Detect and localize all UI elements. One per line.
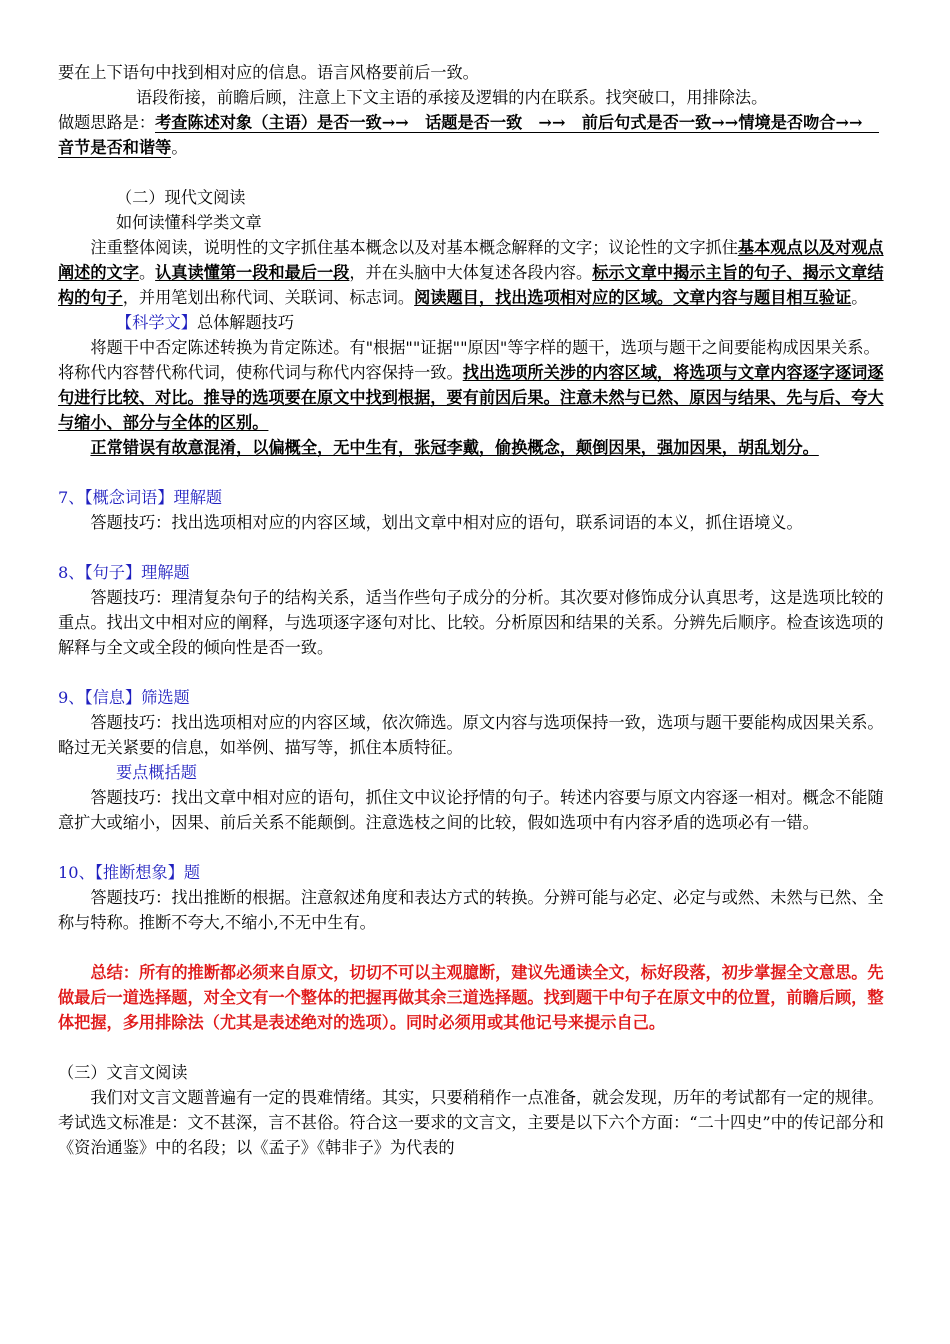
approach-steps: 考查陈述对象（主语）是否一致→→ 话题是否一致 →→ 前后句式是否一致→→情境是否吻合→→ 音节是否和谐等 [58, 113, 879, 157]
item-8-heading: 8、【句子】理解题 [58, 563, 190, 582]
science-plain: 将题干中否定陈述转换为肯定陈述。有"根据""证据""原因"等字样的题干，选项与题干之间要能构成因果关系。将称代内容替代称代词，使称代词与称代内容保持一致。 [58, 338, 880, 382]
item-9-body: 答题技巧：找出选项相对应的内容区域，依次筛选。原文内容与选项保持一致，选项与题干要能构成因果关系。略过无关紧要的信息，如举例、描写等，抓住本质特征。 [58, 713, 884, 757]
document-page [58, 60, 884, 1160]
intro-emphasis: 阅读题目，找出选项相对应的区域。文章内容与题目相互验证 [414, 288, 852, 307]
intro-emphasis: 基本观点以及对观点阐述的文字 [58, 238, 884, 282]
science-bold: 找出选项所关涉的内容区域，将选项与文章内容逐字逐词逐句进行比较、对比。推导的选项要在原文中找到根据，要有前因后果。注意未然与已然、原因与结果、先与后、夸大与缩小、部分与全体的区别。 [58, 363, 884, 432]
item-10-heading: 10、【推断想象】题 [58, 863, 201, 882]
item-9-heading: 9、【信息】筛选题 [58, 688, 190, 707]
item-8-body: 答题技巧：理清复杂句子的结构关系，适当作些句子成分的分析。其次要对修饰成分认真思考，这是选项比较的重点。找出文中相对应的阐释，与选项逐字逐句对比、比较。分析原因和结果的关系。分辨先后顺序。检查该选项的解释与全文或全段的倾向性是否一致。 [58, 588, 884, 657]
summary-points-title: 要点概括题 [116, 763, 197, 782]
item-7-body: 答题技巧：找出选项相对应的内容区域，划出文章中相对应的语句，联系词语的本义，抓住语境义。 [90, 513, 803, 532]
summary-points-body: 答题技巧：找出文章中相对应的语句，抓住文中议论抒情的句子。转述内容要与原文内容逐一相对。概念不能随意扩大或缩小，因果、前后关系不能颠倒。注意选枝之间的比较，假如选项中有内容矛盾的选项必有一错。 [58, 788, 884, 832]
intro-text: ，并用笔划出称代词、关联词、标志词。 [122, 288, 415, 307]
conclusion-paragraph: 总结：所有的推断都必须来自原文，切切不可以主观臆断，建议先通读全文，标好段落，初步掌握全文意思。先做最后一道选择题，对全文有一个整体的把握再做其余三道选择题。找到题干中句子在原文中的位置，前瞻后顾，整体把握，多用排除法（尤其是表述绝对的选项）。同时必须用或其他记号来提示自己。 [58, 963, 884, 1032]
intro-emphasis: 标示文章中揭示主旨的句子、揭示文章结构的句子 [58, 263, 884, 307]
paragraph-style-consistency: 要在上下语句中找到相对应的信息。语言风格要前后一致。 [58, 63, 479, 82]
item-7-heading: 7、【概念词语】理解题 [58, 488, 223, 507]
intro-text: ，并在头脑中大体复述各段内容。 [349, 263, 593, 282]
approach-end: 。 [171, 138, 188, 157]
approach-lead: 做题思路是： [58, 113, 156, 132]
science-heading [58, 310, 884, 335]
intro-text: 。 [138, 263, 156, 282]
paragraph-classical-chinese: 我们对文言文题普遍有一定的畏难情绪。其实，只要稍稍作一点准备，就会发现，历年的考试都有一定的规律。考试选文标准是：文不甚深，言不甚俗。符合这一要求的文言文，主要是以下六个方面：“二十四史”中的传记部分和《资治通鉴》中的名段；以《孟子》《韩非子》为代表的 [58, 1088, 884, 1157]
section-classical-chinese-title: （三）文言文阅读 [58, 1063, 188, 1082]
section-science-subtitle: 如何读懂科学类文章 [116, 213, 262, 232]
item-10-body: 答题技巧：找出推断的根据。注意叙述角度和表达方式的转换。分辨可能与必定、必定与或然、未然与已然、全称与特称。推断不夸大,不缩小,不无中生有。 [58, 888, 884, 932]
paragraph-science-techniques [58, 335, 884, 435]
section-modern-reading-title: （二）现代文阅读 [116, 188, 246, 207]
paragraph-approach [58, 110, 884, 160]
paragraph-common-errors: 正常错误有故意混淆，以偏概全，无中生有，张冠李戴，偷换概念，颠倒因果，强加因果，胡乱划分。 [90, 438, 819, 457]
paragraph-whole-reading [58, 235, 884, 310]
science-tag: 【科学文】 [116, 313, 197, 332]
intro-text: 注重整体阅读，说明性的文字抓住基本概念以及对基本概念解释的文字；议论性的文字抓住 [90, 238, 738, 257]
science-title: 总体解题技巧 [196, 313, 295, 332]
intro-emphasis: 认真读懂第一段和最后一段 [155, 263, 350, 282]
intro-text: 。 [851, 288, 868, 307]
paragraph-cohesion: 语段衔接，前瞻后顾，注意上下文主语的承接及逻辑的内在联系。找突破口，用排除法。 [136, 88, 768, 107]
